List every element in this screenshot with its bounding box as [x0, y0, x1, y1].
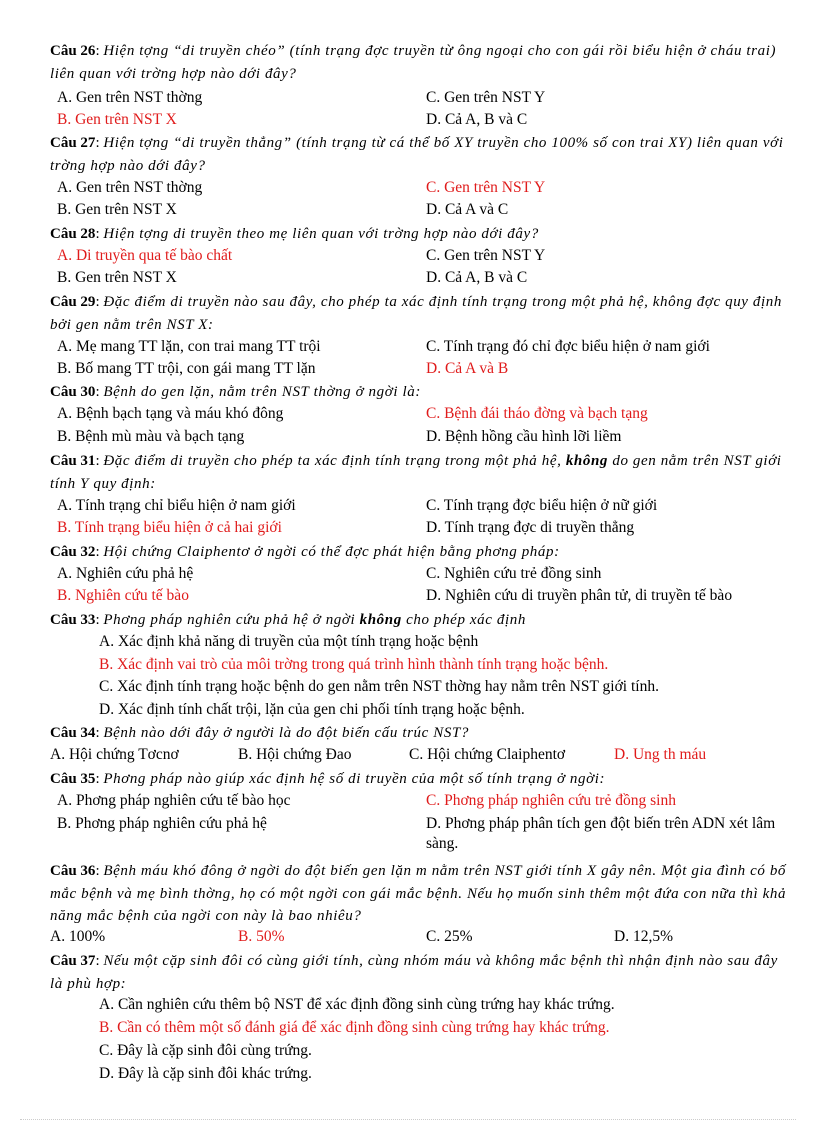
option-c[interactable]: C. Hội chứng Claiphentơ	[409, 746, 566, 763]
question-33: Câu 33: Phơng pháp nghiên cứu phả hệ ở ngời không cho phép xác định	[50, 612, 526, 628]
option-a[interactable]: A. Gen trên NST thờng	[57, 179, 203, 196]
option-a[interactable]: A. Bệnh bạch tạng và máu khó đông	[57, 405, 284, 422]
question-number: Câu 27	[50, 135, 96, 151]
option-c[interactable]: C. Xác định tính trạng hoặc bệnh do gen nằm trên NST thờng hay nằm trên NST giới tính.	[99, 678, 659, 695]
option-c[interactable]: C. Phơng pháp nghiên cứu trẻ đồng sinh	[426, 792, 676, 809]
question-32: Câu 32: Hội chứng Claiphentơ ở ngời có thể đợc phát hiện bằng phơng pháp:	[50, 544, 560, 560]
question-number: Câu 32	[50, 544, 96, 560]
question-emphasis: không	[359, 612, 402, 628]
option-a[interactable]: A. Cần nghiên cứu thêm bộ NST để xác định đồng sinh cùng trứng hay khác trứng.	[99, 996, 615, 1013]
question-35: Câu 35: Phơng pháp nào giúp xác định hệ số di truyền của một số tính trạng ở ngời:	[50, 771, 606, 787]
question-text: Đặc điểm di truyền cho phép ta xác định tính trạng trong một phả hệ,	[103, 453, 566, 469]
question-text: Bệnh máu khó đông ở ngời do đột biến gen lặn m nằm trên NST giới tính X gây nên. Một gia đình có bố mắc bệnh và mẹ bình thờng, họ có một ngời con gái mắc bệnh. Nếu họ muốn sinh thêm một đứa con nữa thì khả năng mắc bệnh của ngời con này là bao nhiêu?	[50, 863, 787, 924]
option-b[interactable]: B. Cần có thêm một số đánh giá để xác định đồng sinh cùng trứng hay khác trứng.	[99, 1019, 610, 1036]
option-b[interactable]: B. Bệnh mù màu và bạch tạng	[57, 428, 245, 445]
option-b[interactable]: B. Gen trên NST X	[57, 111, 177, 128]
option-c[interactable]: C. Tính trạng đó chỉ đợc biểu hiện ở nam giới	[426, 338, 710, 355]
question-text: Phơng pháp nghiên cứu phả hệ ở ngời	[103, 612, 360, 628]
option-a[interactable]: A. Tính trạng chỉ biểu hiện ở nam giới	[57, 497, 296, 514]
question-text: Hiện tợng “di truyền thẳng” (tính trạng từ cá thể bố XY truyền cho 100% số con trai XY) liên quan với trờng hợp nào dới đây?	[50, 135, 784, 174]
option-a[interactable]: A. Phơng pháp nghiên cứu tế bào học	[57, 792, 291, 809]
question-number: Câu 30	[50, 384, 96, 400]
option-b[interactable]: B. Xác định vai trò của môi trờng trong quá trình hình thành tính trạng hoặc bệnh.	[99, 656, 609, 673]
option-d[interactable]: D. Ung th máu	[614, 746, 707, 763]
option-b[interactable]: B. Bố mang TT trội, con gái mang TT lặn	[57, 360, 316, 377]
option-c[interactable]: C. Nghiên cứu trẻ đồng sinh	[426, 565, 602, 582]
question-number: Câu 26	[50, 43, 96, 59]
option-c[interactable]: C. Đây là cặp sinh đôi cùng trứng.	[99, 1042, 312, 1059]
question-text: Hiện tợng “di truyền chéo” (tính trạng đợc truyền từ ông ngoại cho con gái rồi biểu hiện ở cháu trai) liên quan với trờng hợp nào dới đây?	[50, 43, 777, 82]
question-26: Câu 26: Hiện tợng “di truyền chéo” (tính trạng đợc truyền từ ông ngoại cho con gái rồi biểu hiện ở cháu trai) liên quan với trờng hợp nào dới đây?	[50, 43, 777, 82]
option-c[interactable]: C. Bệnh đái tháo đờng và bạch tạng	[426, 405, 648, 422]
option-c[interactable]: C. Gen trên NST Y	[426, 89, 546, 106]
option-a[interactable]: A. Gen trên NST thờng	[57, 89, 203, 106]
question-text: Bệnh nào dới đây ở người là do đột biến cấu trúc NST?	[103, 725, 469, 741]
option-d[interactable]: D. Nghiên cứu di truyền phân tử, di truyền tế bào	[426, 587, 733, 604]
question-text: Hội chứng Claiphentơ ở ngời có thể đợc phát hiện bằng phơng pháp:	[103, 544, 560, 560]
option-d[interactable]: D. Cả A và C	[426, 201, 509, 218]
question-number: Câu 33	[50, 612, 96, 628]
option-d[interactable]: D. Cả A và B	[426, 360, 509, 377]
option-b[interactable]: B. Gen trên NST X	[57, 269, 177, 286]
option-a[interactable]: A. Xác định khả năng di truyền của một tính trạng hoặc bệnh	[99, 633, 479, 650]
option-d[interactable]: D. Tính trạng đợc di truyền thẳng	[426, 519, 635, 536]
option-a[interactable]: A. Hội chứng Tơcnơ	[50, 746, 179, 763]
option-b[interactable]: B. Hội chứng Đao	[238, 746, 352, 763]
question-number: Câu 28	[50, 226, 96, 242]
option-d[interactable]: D. Đây là cặp sinh đôi khác trứng.	[99, 1065, 312, 1082]
option-b[interactable]: B. Nghiên cứu tế bào	[57, 587, 189, 604]
option-b[interactable]: B. Gen trên NST X	[57, 201, 177, 218]
question-text-cont: do gen nằm trên NST giới tính Y quy định:	[50, 453, 782, 492]
question-29: Câu 29: Đặc điểm di truyền nào sau đây, cho phép ta xác định tính trạng trong một phả hệ, không đợc quy định bởi gen nằm trên NST X:	[50, 294, 782, 333]
question-number: Câu 36	[50, 863, 96, 879]
question-text-cont: cho phép xác định	[401, 612, 526, 628]
option-d[interactable]: D. Cả A, B và C	[426, 269, 528, 286]
question-34: Câu 34: Bệnh nào dới đây ở người là do đột biến cấu trúc NST?	[50, 725, 469, 741]
question-28: Câu 28: Hiện tợng di truyền theo mẹ liên quan với trờng hợp nào dới đây?	[50, 226, 539, 242]
option-c[interactable]: C. Gen trên NST Y	[426, 247, 546, 264]
question-number: Câu 37	[50, 953, 96, 969]
option-d[interactable]: D. 12,5%	[614, 928, 673, 945]
question-number: Câu 34	[50, 725, 96, 741]
question-number: Câu 35	[50, 771, 96, 787]
question-31: Câu 31: Đặc điểm di truyền cho phép ta xác định tính trạng trong một phả hệ, không do gen nằm trên NST giới tính Y quy định:	[50, 453, 782, 492]
question-text: Phơng pháp nào giúp xác định hệ số di truyền của một số tính trạng ở ngời:	[103, 771, 606, 787]
page-bottom-divider	[20, 1119, 796, 1120]
question-36: Câu 36: Bệnh máu khó đông ở ngời do đột biến gen lặn m nằm trên NST giới tính X gây nên. Một gia đình có bố mắc bệnh và mẹ bình thờng, họ có một ngời con gái mắc bệnh. Nếu họ muốn sinh thêm một đứa con nữa thì khả năng mắc bệnh của ngời con này là bao nhiêu?	[50, 863, 787, 924]
question-30: Câu 30: Bệnh do gen lặn, nằm trên NST thờng ở ngời là:	[50, 384, 421, 400]
question-27: Câu 27: Hiện tợng “di truyền thẳng” (tính trạng từ cá thể bố XY truyền cho 100% số con trai XY) liên quan với trờng hợp nào dới đây?	[50, 135, 784, 174]
question-number: Câu 31	[50, 453, 96, 469]
option-a[interactable]: A. Nghiên cứu phả hệ	[57, 565, 194, 582]
option-d[interactable]: D. Bệnh hồng cầu hình lỡi liềm	[426, 428, 622, 445]
option-b[interactable]: B. 50%	[238, 928, 285, 945]
option-a[interactable]: A. Di truyền qua tế bào chất	[57, 247, 233, 264]
question-37: Câu 37: Nếu một cặp sinh đôi có cùng giới tính, cùng nhóm máu và không mắc bệnh thì nhận định nào sau đây là phù hợp:	[50, 953, 778, 992]
option-c[interactable]: C. 25%	[426, 928, 473, 945]
option-d[interactable]: D. Xác định tính chất trội, lặn của gen chi phối tính trạng hoặc bệnh.	[99, 701, 525, 718]
question-text: Hiện tợng di truyền theo mẹ liên quan với trờng hợp nào dới đây?	[103, 226, 539, 242]
question-text: Bệnh do gen lặn, nằm trên NST thờng ở ngời là:	[103, 384, 421, 400]
option-d[interactable]: D. Phơng pháp phân tích gen đột biến trên ADN xét lâm sàng.	[426, 815, 776, 852]
question-text: Nếu một cặp sinh đôi có cùng giới tính, cùng nhóm máu và không mắc bệnh thì nhận định nào sau đây là phù hợp:	[50, 953, 778, 992]
option-a[interactable]: A. Mẹ mang TT lặn, con trai mang TT trội	[57, 338, 321, 355]
option-b[interactable]: B. Phơng pháp nghiên cứu phả hệ	[57, 815, 267, 832]
option-c[interactable]: C. Gen trên NST Y	[426, 179, 546, 196]
question-emphasis: không	[565, 453, 608, 469]
option-d[interactable]: D. Cả A, B và C	[426, 111, 528, 128]
option-b[interactable]: B. Tính trạng biểu hiện ở cả hai giới	[57, 519, 282, 536]
question-text: Đặc điểm di truyền nào sau đây, cho phép ta xác định tính trạng trong một phả hệ, không đợc quy định bởi gen nằm trên NST X:	[50, 294, 782, 333]
option-c[interactable]: C. Tính trạng đợc biểu hiện ở nữ giới	[426, 497, 658, 514]
question-number: Câu 29	[50, 294, 96, 310]
option-a[interactable]: A. 100%	[50, 928, 106, 945]
